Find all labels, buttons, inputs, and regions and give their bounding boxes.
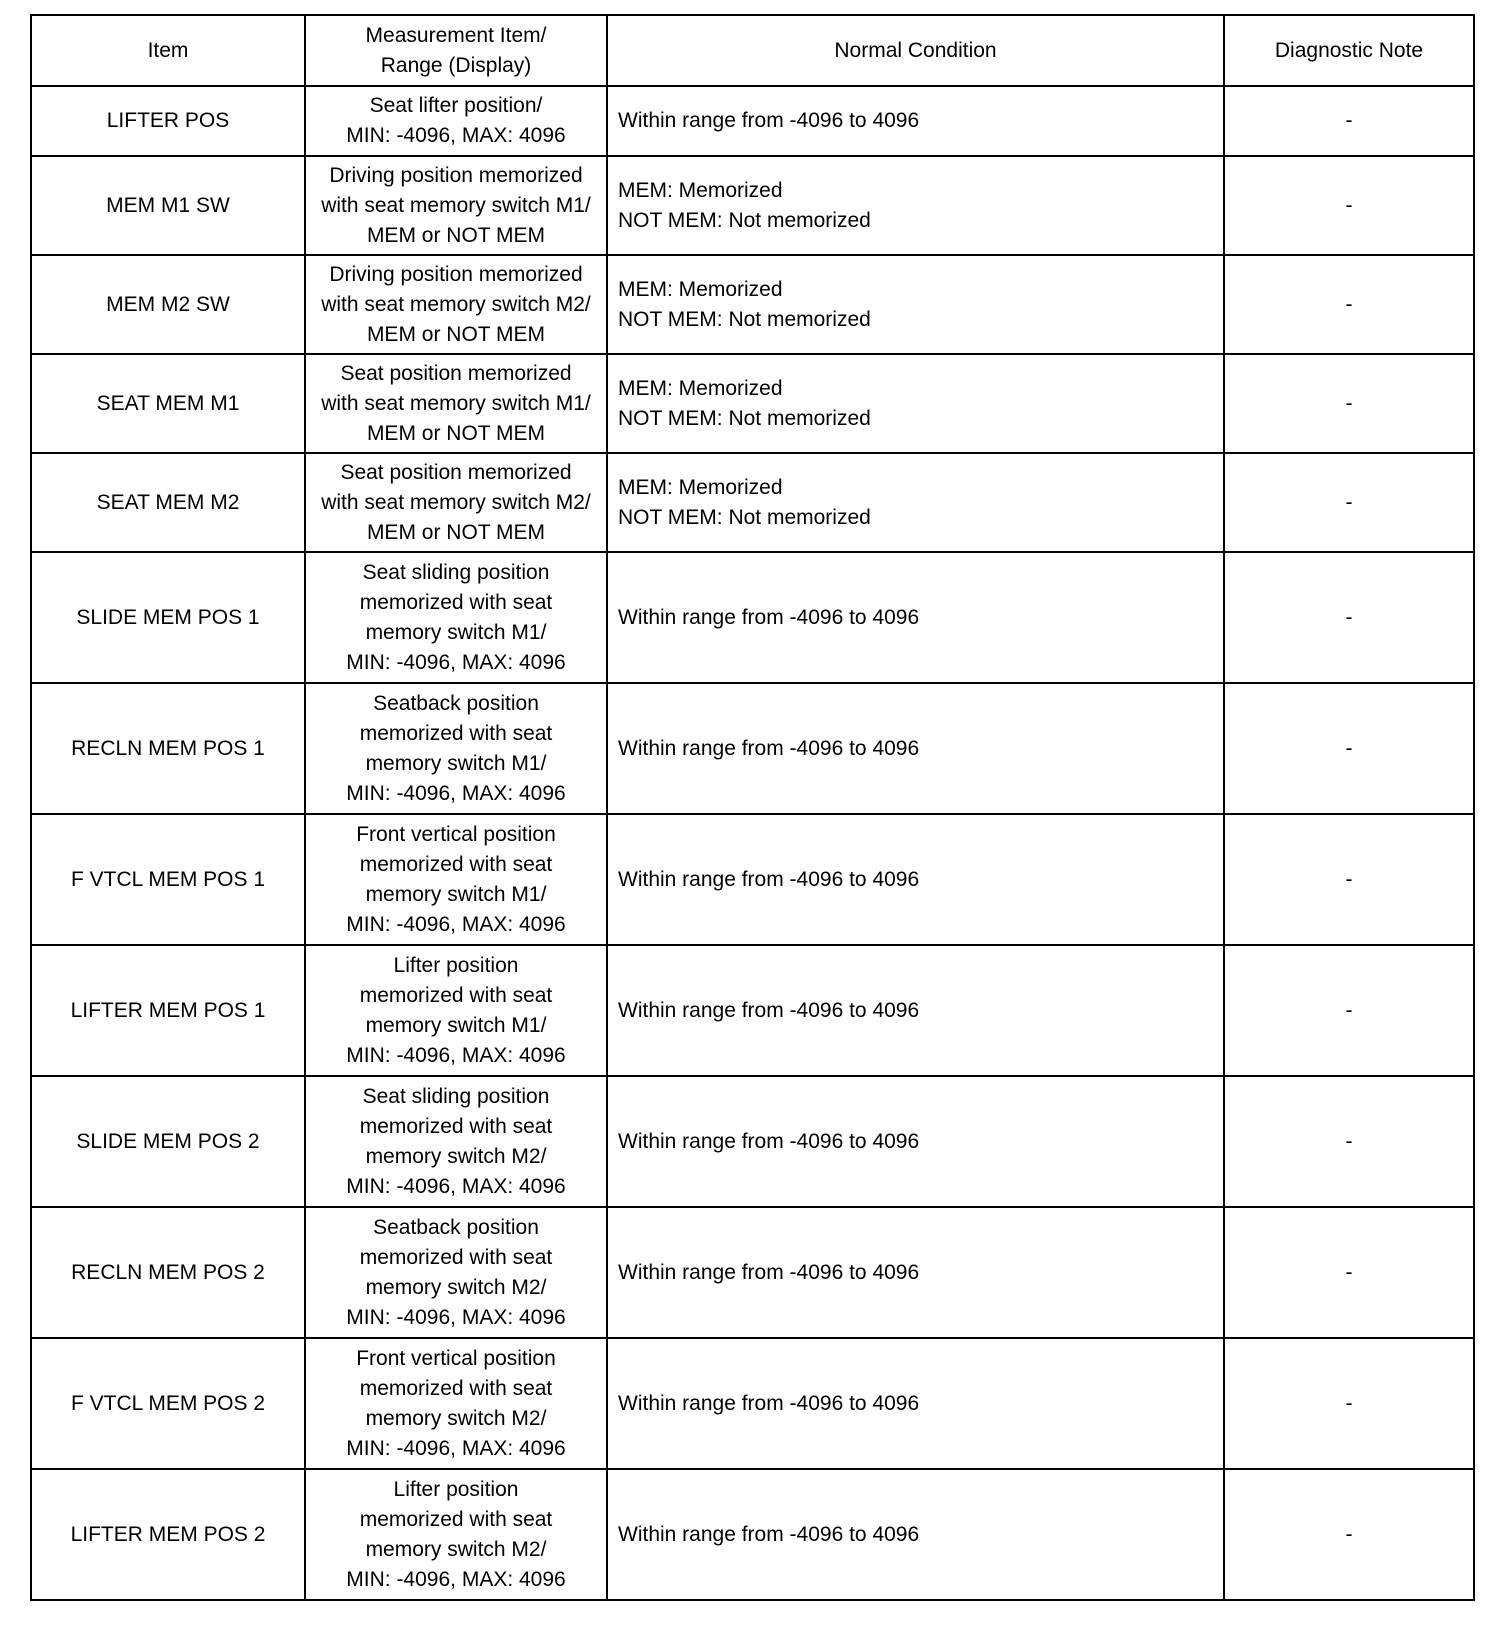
diagnostic-note-cell: -	[1224, 453, 1474, 552]
item-cell: F VTCL MEM POS 1	[31, 814, 305, 945]
normal-condition-cell: Within range from -4096 to 4096	[607, 945, 1224, 1076]
measurement-cell: Seatback position memorized with seat memory switch M2/ MIN: -4096, MAX: 4096	[305, 1207, 607, 1338]
diagnostic-note-cell: -	[1224, 1338, 1474, 1469]
diagnostic-note-cell: -	[1224, 1076, 1474, 1207]
normal-condition-cell: MEM: Memorized NOT MEM: Not memorized	[607, 255, 1224, 354]
normal-condition-cell: Within range from -4096 to 4096	[607, 683, 1224, 814]
item-cell: LIFTER MEM POS 1	[31, 945, 305, 1076]
normal-condition-cell: Within range from -4096 to 4096	[607, 814, 1224, 945]
header-diagnostic-note: Diagnostic Note	[1224, 15, 1474, 86]
normal-condition-cell: MEM: Memorized NOT MEM: Not memorized	[607, 354, 1224, 453]
normal-condition-cell: Within range from -4096 to 4096	[607, 1338, 1224, 1469]
diagnostic-note-cell: -	[1224, 1207, 1474, 1338]
table-row	[31, 1207, 1474, 1338]
measurement-cell: Seat sliding position memorized with seat memory switch M1/ MIN: -4096, MAX: 4096	[305, 552, 607, 683]
measurement-cell: Seatback position memorized with seat memory switch M1/ MIN: -4096, MAX: 4096	[305, 683, 607, 814]
measurement-cell: Lifter position memorized with seat memory switch M2/ MIN: -4096, MAX: 4096	[305, 1469, 607, 1600]
diagnostic-note-cell: -	[1224, 945, 1474, 1076]
table-row	[31, 453, 1474, 552]
table-row	[31, 1338, 1474, 1469]
measurement-cell: Front vertical position memorized with seat memory switch M1/ MIN: -4096, MAX: 4096	[305, 814, 607, 945]
diagnostic-note-cell: -	[1224, 354, 1474, 453]
table-row	[31, 1076, 1474, 1207]
measurement-cell: Seat position memorized with seat memory switch M2/ MEM or NOT MEM	[305, 453, 607, 552]
measurement-cell: Seat sliding position memorized with seat memory switch M2/ MIN: -4096, MAX: 4096	[305, 1076, 607, 1207]
item-cell: SEAT MEM M1	[31, 354, 305, 453]
normal-condition-cell: Within range from -4096 to 4096	[607, 1469, 1224, 1600]
measurement-cell: Driving position memorized with seat memory switch M1/ MEM or NOT MEM	[305, 156, 607, 255]
table-row	[31, 814, 1474, 945]
diagnostic-note-cell: -	[1224, 1469, 1474, 1600]
table-row	[31, 255, 1474, 354]
normal-condition-cell: Within range from -4096 to 4096	[607, 552, 1224, 683]
item-cell: SLIDE MEM POS 2	[31, 1076, 305, 1207]
header-row	[31, 15, 1474, 86]
item-cell: F VTCL MEM POS 2	[31, 1338, 305, 1469]
item-cell: SLIDE MEM POS 1	[31, 552, 305, 683]
table-row	[31, 683, 1474, 814]
measurement-cell: Seat position memorized with seat memory switch M1/ MEM or NOT MEM	[305, 354, 607, 453]
table-row	[31, 1469, 1474, 1600]
table-row	[31, 945, 1474, 1076]
diagnostic-note-cell: -	[1224, 683, 1474, 814]
diagnostic-note-cell: -	[1224, 814, 1474, 945]
diagnostic-note-cell: -	[1224, 255, 1474, 354]
table-row	[31, 156, 1474, 255]
table-row	[31, 354, 1474, 453]
item-cell: LIFTER MEM POS 2	[31, 1469, 305, 1600]
item-cell: RECLN MEM POS 1	[31, 683, 305, 814]
item-cell: LIFTER POS	[31, 86, 305, 156]
table-row	[31, 86, 1474, 156]
measurement-cell: Front vertical position memorized with seat memory switch M2/ MIN: -4096, MAX: 4096	[305, 1338, 607, 1469]
table-row	[31, 552, 1474, 683]
header-measurement: Measurement Item/ Range (Display)	[305, 15, 607, 86]
item-cell: MEM M2 SW	[31, 255, 305, 354]
data-monitor-table	[30, 14, 1475, 1601]
item-cell: SEAT MEM M2	[31, 453, 305, 552]
diagnostic-note-cell: -	[1224, 552, 1474, 683]
item-cell: MEM M1 SW	[31, 156, 305, 255]
header-normal-condition: Normal Condition	[607, 15, 1224, 86]
normal-condition-cell: MEM: Memorized NOT MEM: Not memorized	[607, 156, 1224, 255]
normal-condition-cell: Within range from -4096 to 4096	[607, 1076, 1224, 1207]
measurement-cell: Driving position memorized with seat memory switch M2/ MEM or NOT MEM	[305, 255, 607, 354]
header-item: Item	[31, 15, 305, 86]
normal-condition-cell: Within range from -4096 to 4096	[607, 1207, 1224, 1338]
item-cell: RECLN MEM POS 2	[31, 1207, 305, 1338]
measurement-cell: Lifter position memorized with seat memory switch M1/ MIN: -4096, MAX: 4096	[305, 945, 607, 1076]
diagnostic-note-cell: -	[1224, 86, 1474, 156]
normal-condition-cell: Within range from -4096 to 4096	[607, 86, 1224, 156]
diagnostic-note-cell: -	[1224, 156, 1474, 255]
measurement-cell: Seat lifter position/ MIN: -4096, MAX: 4096	[305, 86, 607, 156]
normal-condition-cell: MEM: Memorized NOT MEM: Not memorized	[607, 453, 1224, 552]
